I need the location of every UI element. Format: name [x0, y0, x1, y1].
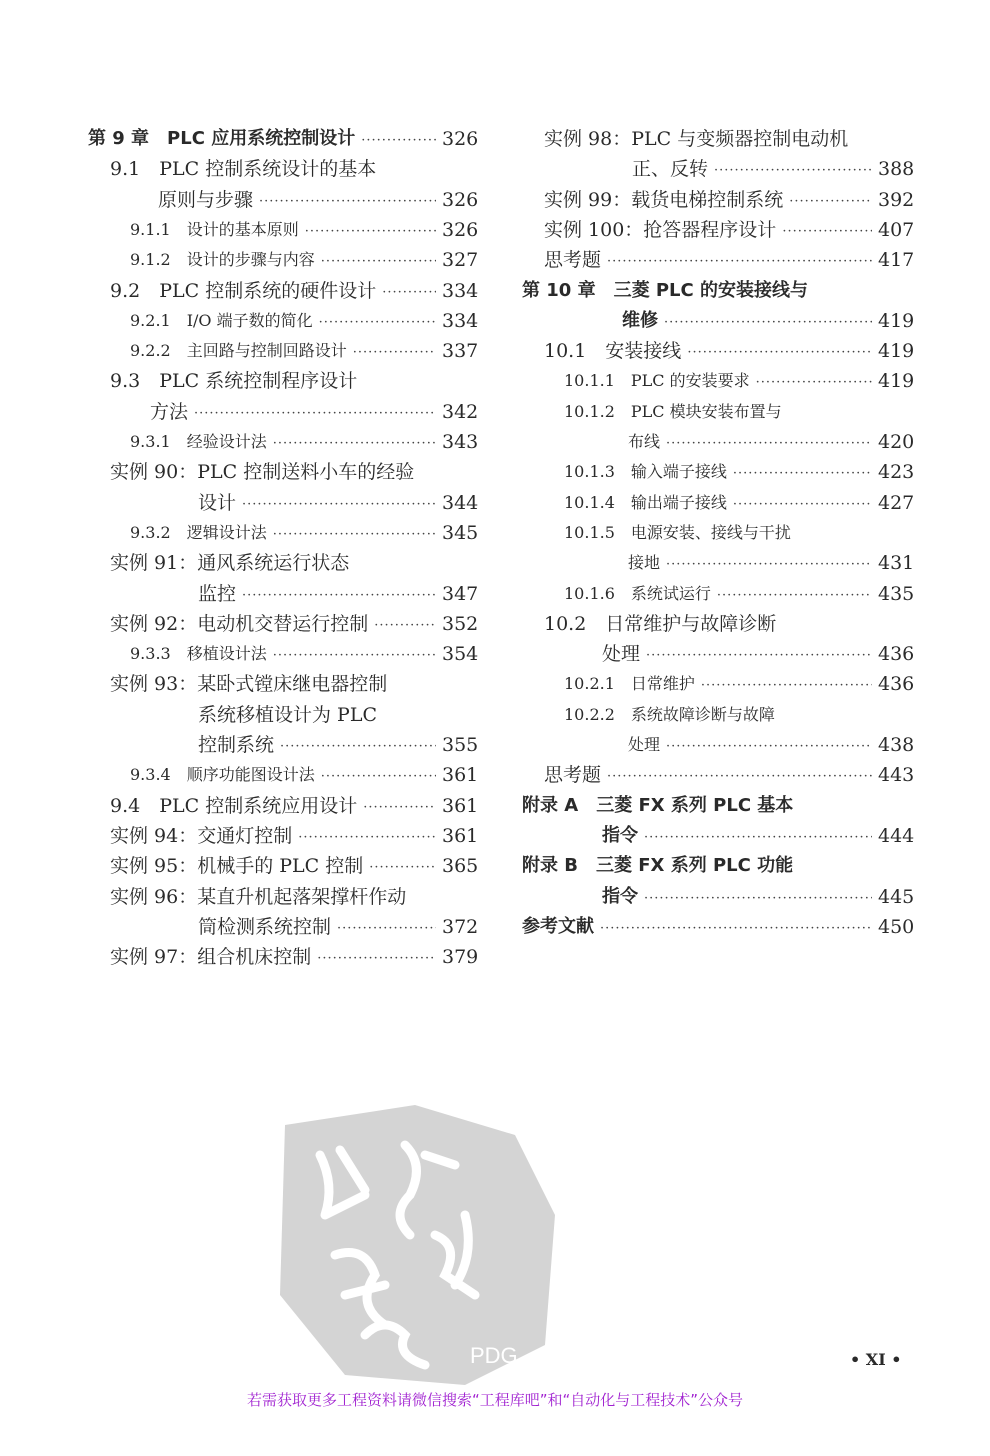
- toc-entry-title: 10.2.1 日常维护: [564, 674, 695, 694]
- toc-entry-page: 342: [442, 400, 479, 423]
- toc-entry: [88, 486, 479, 516]
- toc-entry-title: 9.2.1 I/O 端子数的简化: [130, 310, 313, 330]
- toc-entry: [88, 880, 476, 910]
- toc-entry: [88, 425, 479, 455]
- toc-entry-title: 实例 91：通风系统运行状态: [110, 552, 350, 575]
- toc-entry-title: 处理: [602, 643, 641, 666]
- toc-entry-title: 9.3.2 逻辑设计法: [130, 522, 267, 542]
- toc-entry-title: 系统移植设计为 PLC: [198, 703, 377, 726]
- toc-entry-page: 361: [442, 824, 479, 847]
- toc-leader-dots: [733, 494, 872, 516]
- seal-watermark-icon: [265, 1095, 565, 1395]
- toc-entry-title: 10.1.6 系统试运行: [564, 583, 711, 603]
- toc-leader-dots: [644, 888, 872, 910]
- toc-leader-dots: [273, 433, 436, 455]
- toc-entry: [522, 637, 915, 667]
- toc-entry: [88, 213, 479, 243]
- toc-entry-title: 9.3 PLC 系统控制程序设计: [110, 370, 358, 393]
- toc-entry-title: 实例 97：组合机床控制: [110, 946, 312, 969]
- toc-leader-dots: [733, 463, 872, 485]
- toc-leader-dots: [273, 645, 436, 667]
- toc-entry-page: 361: [442, 764, 479, 787]
- toc-entry: [88, 274, 479, 304]
- toc-leader-dots: [646, 645, 872, 667]
- toc-entry-page: 444: [878, 824, 915, 847]
- toc-entry-page: 361: [442, 794, 479, 817]
- toc-entry-page: 326: [442, 218, 479, 241]
- toc-entry-title: 9.3.3 移植设计法: [130, 644, 267, 664]
- toc-entry-title: 实例 93：某卧式镗床继电器控制: [110, 673, 388, 696]
- toc-entry-title: 筒检测系统控制: [198, 915, 332, 938]
- toc-entry-title: 实例 99：载货电梯控制系统: [544, 188, 784, 211]
- toc-entry: [522, 455, 915, 485]
- toc-entry-page: 379: [442, 946, 479, 969]
- toc-leader-dots: [666, 736, 872, 758]
- toc-entry-page: 326: [442, 128, 479, 150]
- toc-entry-title: 控制系统: [198, 734, 275, 756]
- toc-entry: [522, 122, 912, 152]
- toc-leader-dots: [321, 251, 436, 273]
- toc-leader-dots: [319, 312, 436, 334]
- toc-entry: [88, 152, 476, 182]
- toc-entry: [522, 364, 915, 394]
- toc-entry: [88, 546, 476, 576]
- toc-entry-page: 372: [442, 915, 479, 938]
- toc-entry-title: 指令: [602, 824, 638, 846]
- toc-entry-page: 344: [442, 491, 479, 514]
- toc-entry: [522, 183, 915, 213]
- toc-entry: [522, 758, 915, 788]
- toc-entry-title: 10.1.1 PLC 的安装要求: [564, 371, 750, 391]
- toc-entry-page: 419: [878, 370, 915, 393]
- toc-entry: [522, 546, 915, 576]
- toc-entry: [522, 274, 912, 304]
- toc-entry-title: 处理: [628, 735, 661, 754]
- toc-leader-dots: [280, 736, 436, 758]
- toc-entry-title: 监控: [198, 582, 237, 605]
- toc-entry: [522, 667, 915, 697]
- toc-entry-title: 10.1.2 PLC 模块安装布置与: [564, 401, 782, 421]
- toc-entry: [88, 304, 479, 334]
- toc-entry-title: 第 9 章 PLC 应用系统控制设计: [88, 128, 356, 149]
- toc-entry-page: 334: [442, 279, 479, 302]
- toc-entry-page: 345: [442, 521, 479, 544]
- toc-entry-title: 9.1.2 设计的步骤与内容: [130, 250, 315, 270]
- toc-entry: [522, 395, 912, 425]
- toc-entry-title: 第 10 章 三菱 PLC 的安装接线与: [522, 279, 808, 301]
- seal-label: PDG: [470, 1343, 518, 1368]
- toc-leader-dots: [369, 857, 436, 879]
- toc-entry-title: 10.2 日常维护与故障诊断: [544, 612, 777, 635]
- toc-entry-page: 420: [878, 431, 915, 453]
- toc-leader-dots: [664, 312, 872, 334]
- toc-entry-title: 指令: [602, 885, 638, 907]
- toc-entry-page: 450: [878, 915, 915, 938]
- toc-leader-dots: [607, 766, 872, 788]
- toc-entry: [88, 183, 479, 213]
- toc-leader-dots: [782, 221, 872, 243]
- toc-entry-page: 355: [442, 734, 479, 756]
- toc-entry-title: 10.1 安装接线: [544, 340, 682, 363]
- toc-entry-title: 9.2.2 主回路与控制回路设计: [130, 341, 347, 361]
- toc-entry-page: 436: [878, 643, 915, 666]
- toc-entry: [88, 940, 479, 970]
- toc-entry-page: 343: [442, 431, 479, 453]
- toc-entry-page: 327: [442, 249, 479, 272]
- toc-leader-dots: [701, 675, 872, 697]
- toc-leader-dots: [756, 372, 872, 394]
- toc-leader-dots: [644, 827, 872, 849]
- toc-entry: [522, 516, 912, 546]
- footer-note: 若需获取更多工程资料请微信搜索“工程库吧”和“自动化与工程技术”公众号: [246, 1391, 744, 1409]
- toc-leader-dots: [361, 130, 436, 152]
- toc-entry: [88, 728, 479, 758]
- toc-entry-page: 419: [878, 309, 915, 332]
- toc-entry-page: 419: [878, 340, 915, 363]
- toc-entry-page: 354: [442, 643, 479, 666]
- toc-entry-page: 431: [878, 552, 915, 575]
- toc-entry: [522, 849, 912, 879]
- toc-entry-title: 原则与步骤: [158, 188, 254, 211]
- toc-leader-dots: [717, 585, 872, 607]
- toc-entry: [88, 577, 479, 607]
- toc-entry-title: 10.1.5 电源安装、接线与干扰: [564, 522, 791, 542]
- toc-entry-title: 实例 100：抢答器程序设计: [544, 218, 777, 241]
- toc-entry: [88, 819, 479, 849]
- toc-entry-title: 9.1.1 设计的基本原则: [130, 219, 299, 239]
- toc-entry-title: 附录 B 三菱 FX 系列 PLC 功能: [522, 855, 794, 877]
- toc-leader-dots: [666, 554, 872, 576]
- toc-entry-title: 附录 A 三菱 FX 系列 PLC 基本: [522, 794, 794, 816]
- toc-entry-page: 435: [878, 582, 915, 605]
- toc-entry-title: 实例 96：某直升机起落架撑杆作动: [110, 885, 407, 908]
- toc-entry: [88, 455, 476, 485]
- toc-leader-dots: [242, 585, 436, 607]
- toc-entry: [88, 607, 479, 637]
- toc-leader-dots: [714, 160, 872, 182]
- toc-entry-page: 443: [878, 764, 915, 787]
- toc-entry-page: 352: [442, 612, 479, 635]
- toc-entry-title: 9.3.1 经验设计法: [130, 432, 267, 451]
- toc-entry: [522, 698, 912, 728]
- toc-leader-dots: [305, 221, 436, 243]
- toc-leader-dots: [273, 524, 436, 546]
- toc-entry-title: 接地: [628, 553, 661, 573]
- toc-entry-page: 365: [442, 855, 479, 878]
- toc-entry: [522, 789, 912, 819]
- toc-leader-dots: [317, 948, 436, 970]
- toc-entry: [522, 304, 915, 334]
- toc-leader-dots: [666, 433, 872, 455]
- toc-entry: [88, 789, 479, 819]
- toc-entry: [88, 910, 479, 940]
- toc-leader-dots: [363, 797, 436, 819]
- toc-entry: [88, 758, 479, 788]
- toc-entry: [522, 880, 915, 910]
- toc-entry-title: 9.3.4 顺序功能图设计法: [130, 765, 315, 785]
- toc-entry-page: 326: [442, 188, 479, 211]
- toc-entry-page: 445: [878, 885, 915, 908]
- toc-entry: [522, 425, 915, 455]
- toc-entry-page: 438: [878, 734, 915, 756]
- toc-entry: [522, 577, 915, 607]
- toc-entry-page: 407: [878, 218, 915, 241]
- toc-entry-title: 实例 94：交通灯控制: [110, 824, 293, 847]
- toc-leader-dots: [353, 342, 436, 364]
- toc-entry: [522, 607, 912, 637]
- toc-entry-title: 10.2.2 系统故障诊断与故障: [564, 704, 775, 724]
- toc-entry: [522, 213, 915, 243]
- toc-entry: [88, 122, 479, 152]
- toc-leader-dots: [242, 494, 436, 516]
- toc-entry: [88, 243, 479, 273]
- toc-leader-dots: [600, 918, 872, 940]
- toc-entry: [522, 728, 915, 758]
- toc-entry: [522, 486, 915, 516]
- toc-leader-dots: [374, 615, 436, 637]
- toc-leader-dots: [687, 342, 872, 364]
- toc-leader-dots: [337, 918, 436, 940]
- toc-leader-dots: [382, 282, 436, 304]
- toc-entry-title: 方法: [150, 400, 189, 423]
- toc-entry: [522, 819, 915, 849]
- toc-entry-title: 实例 92：电动机交替运行控制: [110, 612, 369, 635]
- toc-leader-dots: [194, 403, 436, 425]
- toc-entry-title: 9.1 PLC 控制系统设计的基本: [110, 158, 377, 181]
- toc-entry-title: 正、反转: [632, 158, 709, 181]
- toc-entry-title: 9.4 PLC 控制系统应用设计: [110, 794, 358, 817]
- toc-entry: [88, 395, 479, 425]
- toc-entry-page: 347: [442, 582, 479, 605]
- page-number: • XI •: [850, 1350, 902, 1369]
- toc-entry-title: 10.1.3 输入端子接线: [564, 462, 727, 482]
- toc-entry: [522, 152, 915, 182]
- toc-entry: [522, 910, 915, 940]
- toc-leader-dots: [259, 191, 436, 213]
- toc-leader-dots: [298, 827, 436, 849]
- toc-leader-dots: [321, 766, 436, 788]
- toc-entry-title: 思考题: [544, 249, 602, 272]
- toc-entry-page: 334: [442, 309, 479, 332]
- toc-entry: [88, 637, 479, 667]
- toc-entry-page: 436: [878, 673, 915, 696]
- toc-entry-title: 思考题: [544, 764, 602, 787]
- toc-entry-page: 417: [878, 249, 915, 272]
- toc-leader-dots: [789, 191, 872, 213]
- toc-entry: [88, 334, 479, 364]
- toc-entry: [88, 849, 479, 879]
- toc-entry-title: 9.2 PLC 控制系统的硬件设计: [110, 279, 377, 302]
- toc-entry-title: 实例 95：机械手的 PLC 控制: [110, 855, 364, 878]
- toc-entry-page: 423: [878, 461, 915, 484]
- toc-entry-page: 388: [878, 158, 915, 181]
- toc-entry: [88, 516, 479, 546]
- toc-entry: [522, 334, 915, 364]
- toc-entry-title: 维修: [622, 309, 658, 331]
- toc-entry-title: 设计: [198, 491, 237, 514]
- toc-entry: [522, 243, 915, 273]
- toc-entry: [88, 667, 476, 697]
- toc-leader-dots: [607, 251, 872, 273]
- toc-entry-title: 10.1.4 输出端子接线: [564, 492, 727, 512]
- toc-entry-title: 布线: [628, 432, 661, 451]
- toc-entry: [88, 364, 476, 394]
- toc-entry: [88, 698, 476, 728]
- toc-entry-page: 337: [442, 340, 479, 363]
- toc-entry-title: 实例 98：PLC 与变频器控制电动机: [544, 128, 849, 150]
- toc-entry-page: 427: [878, 491, 915, 514]
- toc-entry-title: 实例 90：PLC 控制送料小车的经验: [110, 461, 415, 484]
- toc-entry-page: 392: [878, 188, 915, 211]
- toc-entry-title: 参考文献: [522, 915, 594, 937]
